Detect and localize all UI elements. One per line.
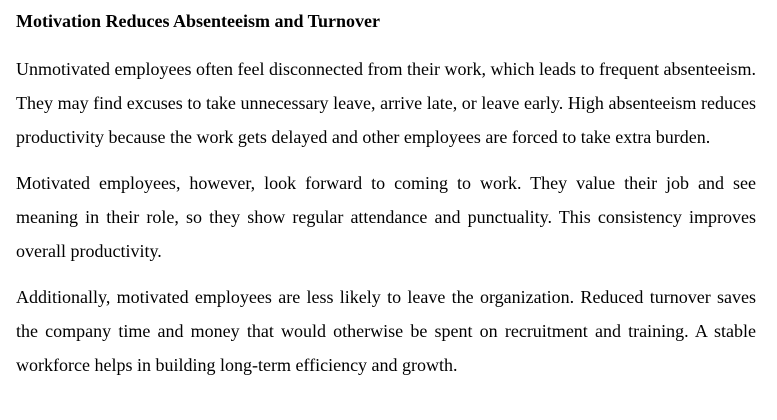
paragraph-turnover: Additionally, motivated employees are less likely to leave the organization. Reduced turnover saves the company time and money that would otherwise be spent on recruitment and training. A stable workforce helps in building long-term efficiency and growth. xyxy=(16,287,756,375)
paragraph-absenteeism: Unmotivated employees often feel disconnected from their work, which leads to frequent absenteeism. They may find excuses to take unnecessary leave, arrive late, or leave early. High absenteeism reduces productivity because the work gets delayed and other employees are forced to take extra burden. xyxy=(16,59,756,147)
paragraph-attendance: Motivated employees, however, look forward to coming to work. They value their job and see meaning in their role, so they show regular attendance and punctuality. This consistency improves overall productivity. xyxy=(16,173,756,261)
section-heading: Motivation Reduces Absenteeism and Turnover xyxy=(16,11,381,31)
